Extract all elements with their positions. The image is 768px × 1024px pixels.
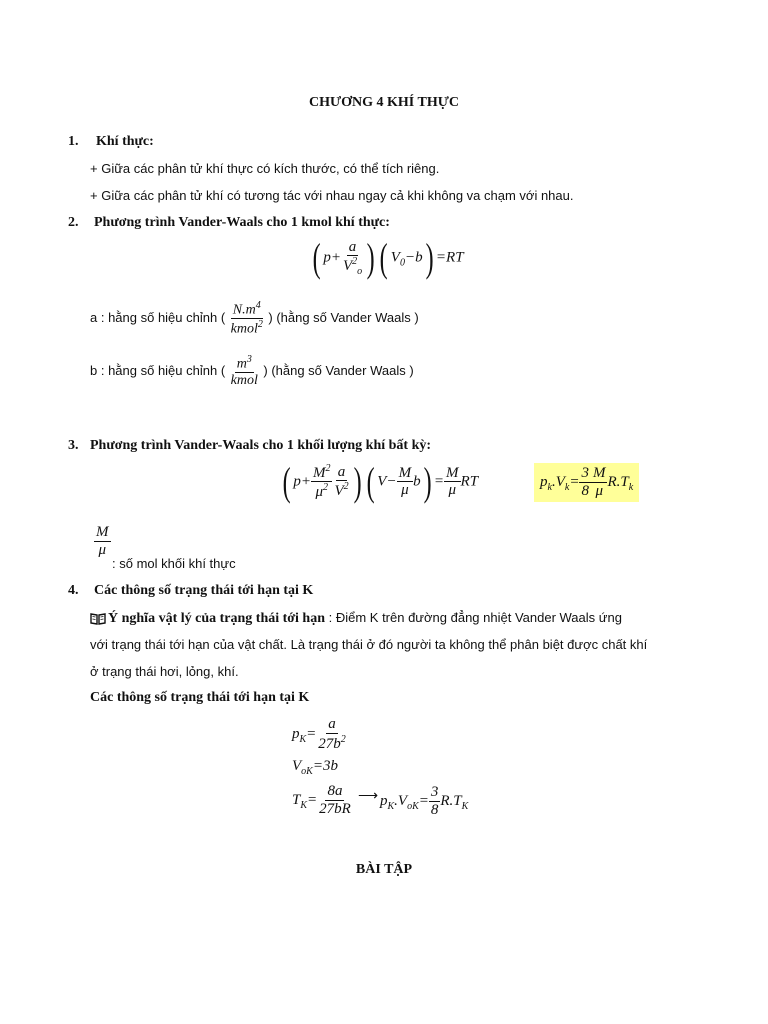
- exercises-heading: BÀI TẬP: [355, 862, 413, 877]
- mol-note: : số mol khối khí thực: [112, 556, 236, 571]
- a-unit-numerator: N.m: [232, 302, 256, 318]
- a-constant-prefix: a : hằng số hiệu chỉnh (: [90, 310, 226, 326]
- a-constant-line: [90, 300, 419, 338]
- bullet-1: + Giữa các phân tử khí thực có kích thước, có thể tích riêng.: [90, 161, 440, 176]
- page-title: CHƯƠNG 4 KHÍ THỰC: [309, 95, 459, 110]
- a-unit-fraction: [229, 300, 265, 338]
- section-2-number: 2.: [68, 215, 79, 230]
- b-unit-numerator: m: [236, 356, 247, 372]
- a-constant-suffix: ) (hằng số Vander Waals ): [268, 310, 419, 326]
- b-unit-denominator: kmol: [230, 373, 258, 389]
- b-unit-numerator-exponent: 3: [246, 354, 252, 365]
- vander-waals-kmol-equation: ( p+ $\frac{a}{V^2_o}$ ) ( $V_0-b) =RT$: [312, 235, 464, 280]
- critical-state-highlight-equation: $p_k.V_k=$ $\frac{3}{8}$ $\frac{M}{\mu}$ $R.T_k$: [534, 463, 639, 502]
- section-1-number: 1.: [68, 134, 79, 149]
- meaning-text-3: ở trạng thái hơi, lỏng, khí.: [90, 664, 239, 679]
- section-4-heading: Các thông số trạng thái tới hạn tại K: [94, 583, 314, 598]
- b-constant-line: [90, 354, 414, 389]
- section-2-heading: Phương trình Vander-Waals cho 1 kmol khí thực:: [94, 215, 390, 230]
- b-constant-suffix: ) (hằng số Vander Waals ): [263, 362, 414, 378]
- implies-arrow-icon: ⟶: [358, 789, 379, 804]
- b-unit-fraction: [229, 354, 260, 389]
- a-unit-numerator-exponent: 4: [255, 300, 261, 311]
- bullet-2: + Giữa các phân tử khí có tương tác với nhau ngay cả khi không va chạm với nhau.: [90, 188, 574, 203]
- section-1-heading: Khí thực:: [96, 134, 154, 149]
- meaning-text-1: : Điểm K trên đường đẳng nhiệt Vander Waals ứng: [325, 610, 622, 625]
- params-heading: Các thông số trạng thái tới hạn tại K: [90, 690, 310, 705]
- a-unit-denominator: kmol: [230, 321, 258, 337]
- vander-waals-mass-equation: ( p+ $\frac{M^2}{\mu^2}$ $\frac{a}{V^2}$ ) ( V− $\frac{M}{\mu}$ b) = $\frac{M}{\mu}$ RT: [282, 459, 479, 504]
- critical-pressure-equation: $p_K=$ $\frac{a}{27b^2}$: [292, 716, 346, 752]
- a-unit-denominator-exponent: 2: [257, 319, 263, 331]
- open-book-icon: [90, 613, 106, 625]
- b-constant-prefix: b : hằng số hiệu chỉnh (: [90, 362, 226, 378]
- critical-relation-equation: $p_K.V_{oK}=$ $\frac{3}{8}$ $R.T_K$: [380, 784, 469, 818]
- meaning-text-2: với trạng thái tới hạn của vật chất. Là trạng thái ở đó người ta không thể phân biệt được chất khí: [90, 637, 648, 652]
- critical-volume-equation: $V_{oK}=3b$: [292, 758, 338, 777]
- meaning-line-1: [90, 610, 622, 627]
- section-3-heading: Phương trình Vander-Waals cho 1 khối lượng khí bất kỳ:: [90, 438, 432, 453]
- mol-fraction: $\frac{M}{\mu}$: [96, 524, 109, 558]
- meaning-label: Ý nghĩa vật lý của trạng thái tới hạn: [108, 611, 325, 626]
- section-3-number: 3.: [68, 438, 79, 453]
- critical-temperature-equation: $T_K=$ $\frac{8a}{27bR}$: [292, 783, 351, 817]
- section-4-number: 4.: [68, 583, 79, 598]
